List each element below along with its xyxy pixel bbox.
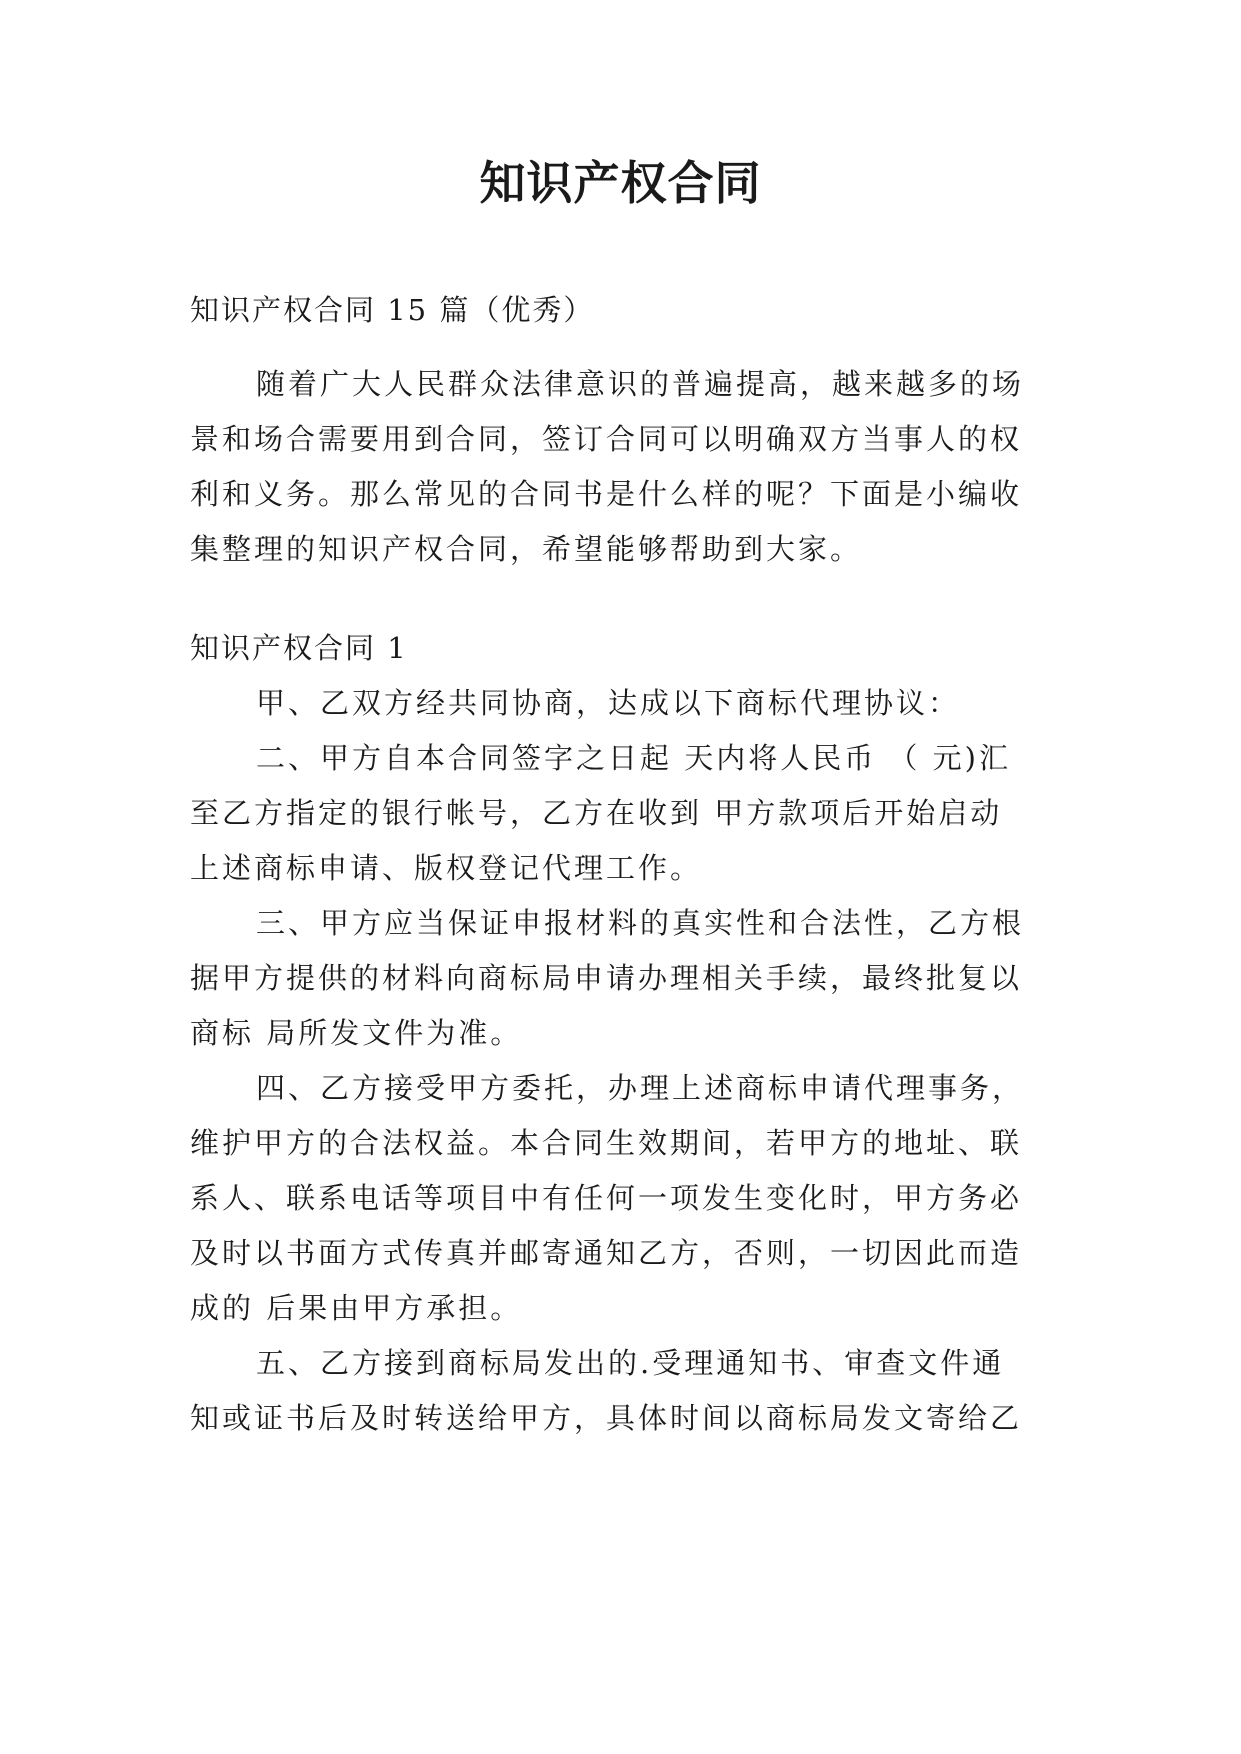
body-line: 至乙方指定的银行帐号，乙方在收到 甲方款项后开始启动 [190, 796, 1003, 830]
body-line: 甲、乙双方经共同协商，达成以下商标代理协议： [256, 686, 961, 720]
intro-line: 利和义务。那么常见的合同书是什么样的呢？下面是小编收 [190, 477, 1023, 511]
body-line: 上述商标申请、版权登记代理工作。 [190, 851, 703, 885]
document-title: 知识产权合同 [479, 156, 762, 210]
intro-line: 景和场合需要用到合同，签订合同可以明确双方当事人的权 [190, 422, 1023, 456]
body-line: 据甲方提供的材料向商标局申请办理相关手续，最终批复以 [190, 961, 1023, 995]
body-line: 系人、联系电话等项目中有任何一项发生变化时，甲方务必 [190, 1181, 1023, 1215]
body-line: 及时以书面方式传真并邮寄通知乙方，否则，一切因此而造 [190, 1236, 1023, 1270]
body-line: 三、甲方应当保证申报材料的真实性和合法性，乙方根 [256, 906, 1025, 940]
body-line: 成的 后果由甲方承担。 [190, 1291, 523, 1325]
intro-line: 随着广大人民群众法律意识的普遍提高，越来越多的场 [256, 367, 1025, 401]
section-heading: 知识产权合同 1 [190, 631, 408, 665]
body-line: 商标 局所发文件为准。 [190, 1016, 523, 1050]
body-line: 二、甲方自本合同签字之日起 天内将人民币 （ 元)汇 [256, 741, 1011, 775]
document-subtitle: 知识产权合同 15 篇（优秀） [190, 293, 595, 327]
body-line: 知或证书后及时转送给甲方，具体时间以商标局发文寄给乙 [190, 1401, 1023, 1435]
body-line: 维护甲方的合法权益。本合同生效期间，若甲方的地址、联 [190, 1126, 1023, 1160]
intro-line: 集整理的知识产权合同，希望能够帮助到大家。 [190, 532, 863, 566]
body-line: 五、乙方接到商标局发出的.受理通知书、审查文件通 [256, 1346, 1005, 1380]
body-line: 四、乙方接受甲方委托，办理上述商标申请代理事务， [256, 1071, 1025, 1105]
